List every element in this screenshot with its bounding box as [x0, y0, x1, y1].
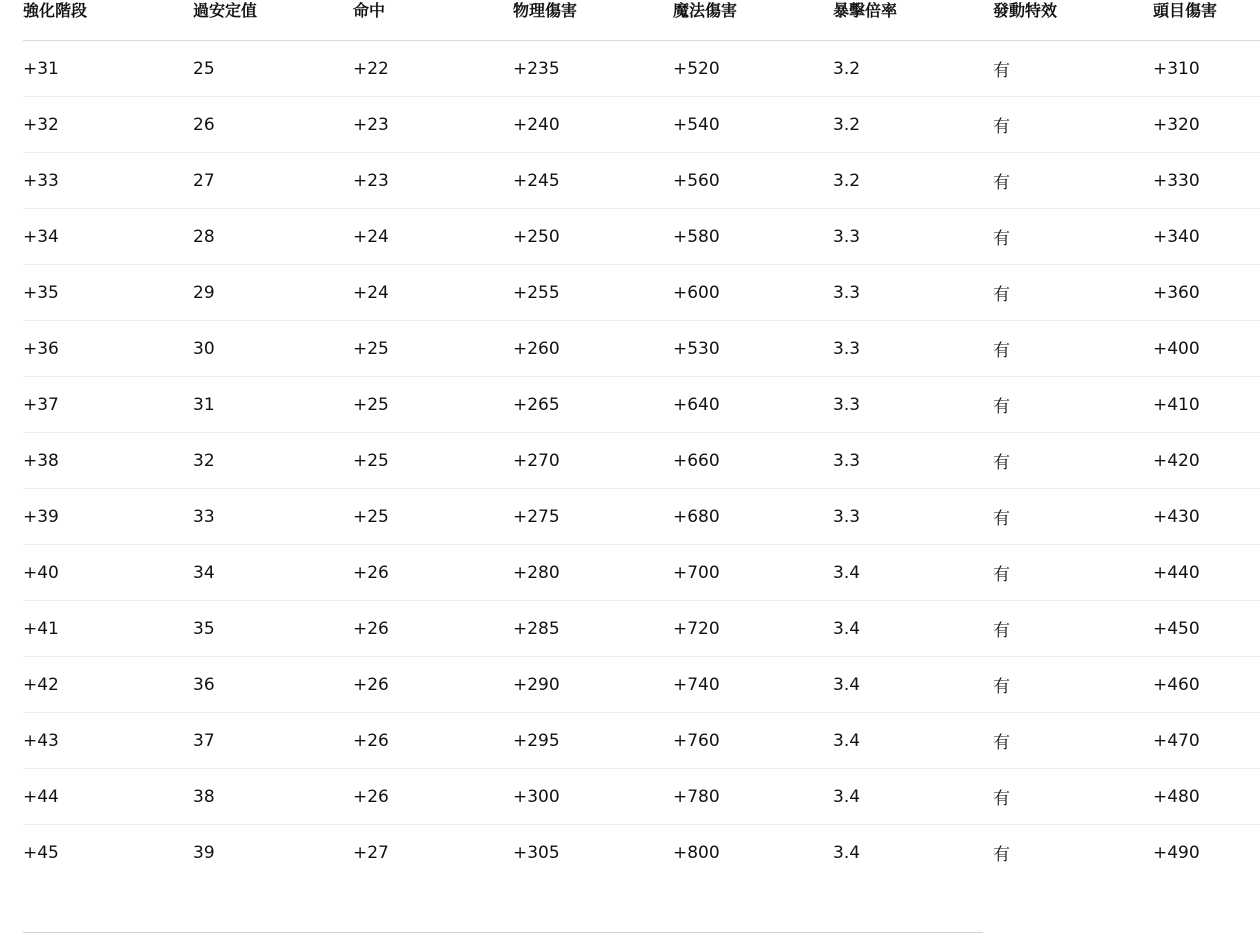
cell-crit-multiplier: 3.4: [833, 713, 993, 769]
cell-accuracy: +26: [353, 545, 513, 601]
cell-overstability: 26: [193, 97, 353, 153]
cell-physical-damage: +245: [513, 153, 673, 209]
table-row: [23, 489, 1260, 545]
header-label: 頭目傷害: [1153, 1, 1218, 20]
cell-physical-damage: +260: [513, 321, 673, 377]
cell-magic-damage: +520: [673, 41, 833, 97]
header-label: 物理傷害: [513, 1, 578, 20]
header-label: 強化階段: [23, 1, 88, 20]
table-row: [23, 377, 1260, 433]
cell-crit-multiplier: 3.2: [833, 97, 993, 153]
cell-crit-multiplier: 3.4: [833, 769, 993, 825]
cell-special-effect: 有: [993, 321, 1153, 377]
header-label: 命中: [353, 1, 386, 20]
cell-accuracy: +26: [353, 601, 513, 657]
header-row: [23, 0, 1260, 41]
cell-special-effect: 有: [993, 657, 1153, 713]
table-row: [23, 657, 1260, 713]
cell-crit-multiplier: 3.4: [833, 601, 993, 657]
cell-special-effect: 有: [993, 545, 1153, 601]
cell-overstability: 28: [193, 209, 353, 265]
cell-physical-damage: +250: [513, 209, 673, 265]
header-label: 魔法傷害: [673, 1, 738, 20]
table-row: [23, 769, 1260, 825]
cell-magic-damage: +660: [673, 433, 833, 489]
header-boss-damage: [1153, 0, 1260, 41]
cell-crit-multiplier: 3.3: [833, 321, 993, 377]
cell-boss-damage: +320: [1153, 97, 1260, 153]
cell-enhance-level: +31: [23, 41, 193, 97]
cell-crit-multiplier: 3.3: [833, 489, 993, 545]
cell-enhance-level: +35: [23, 265, 193, 321]
cell-boss-damage: +450: [1153, 601, 1260, 657]
cell-magic-damage: +530: [673, 321, 833, 377]
cell-physical-damage: +255: [513, 265, 673, 321]
header-overstability: [193, 0, 353, 41]
cell-accuracy: +26: [353, 657, 513, 713]
cell-overstability: 36: [193, 657, 353, 713]
cell-enhance-level: +45: [23, 842, 59, 863]
cell-enhance-level: +43: [23, 713, 193, 769]
cell-enhance-level: +34: [23, 209, 193, 265]
cell-crit-multiplier: 3.3: [833, 377, 993, 433]
cell-boss-damage: +410: [1153, 377, 1260, 433]
cell-enhance-level: +41: [23, 601, 193, 657]
table-body: [23, 41, 1260, 881]
header-crit-multiplier: [833, 0, 993, 41]
cell-enhance-level: +36: [23, 321, 193, 377]
cell-accuracy: +23: [353, 153, 513, 209]
table-row: [23, 825, 1260, 881]
cell-physical-damage: +275: [513, 489, 673, 545]
cell-magic-damage: +740: [673, 657, 833, 713]
cell-boss-damage: +330: [1153, 153, 1260, 209]
cell-magic-damage: +600: [673, 265, 833, 321]
cell-boss-damage: +310: [1153, 41, 1260, 97]
cell-overstability: 33: [193, 489, 353, 545]
cell-boss-damage: +440: [1153, 545, 1260, 601]
cell-accuracy: +22: [353, 41, 513, 97]
cell-enhance-level: +42: [23, 657, 193, 713]
cell-physical-damage: +270: [513, 433, 673, 489]
table-row: [23, 713, 1260, 769]
cell-accuracy: +25: [353, 377, 513, 433]
cell-enhance-level: +39: [23, 489, 193, 545]
cell-enhance-level: +40: [23, 545, 193, 601]
table-row: [23, 265, 1260, 321]
cell-enhance-level: +37: [23, 377, 193, 433]
cell-accuracy: +25: [353, 321, 513, 377]
cell-physical-damage: +240: [513, 97, 673, 153]
cell-enhance-level: +38: [23, 433, 193, 489]
cell-special-effect: 有: [993, 769, 1153, 825]
table-row: [23, 209, 1260, 265]
cell-overstability: 31: [193, 377, 353, 433]
cell-boss-damage: +430: [1153, 489, 1260, 545]
table-header: [23, 0, 1260, 41]
table-row: [23, 321, 1260, 377]
cell-physical-damage: +285: [513, 601, 673, 657]
cell-boss-damage: +400: [1153, 321, 1260, 377]
header-enhance-level: [23, 0, 193, 41]
cell-overstability: 25: [193, 41, 353, 97]
cell-overstability: 30: [193, 321, 353, 377]
header-magic-damage: [673, 0, 833, 41]
cell-special-effect: 有: [993, 265, 1153, 321]
cell-special-effect: 有: [993, 209, 1153, 265]
cell-overstability: 35: [193, 601, 353, 657]
cell-overstability: 34: [193, 545, 353, 601]
cell-accuracy: +24: [353, 209, 513, 265]
cell-special-effect: 有: [993, 377, 1153, 433]
cell-physical-damage: +300: [513, 769, 673, 825]
cell-special-effect: 有: [993, 601, 1153, 657]
header-label: 過安定值: [193, 1, 258, 20]
cell-overstability: 32: [193, 433, 353, 489]
cell-special-effect: 有: [993, 41, 1153, 97]
cell-accuracy: +25: [353, 433, 513, 489]
cell-accuracy: +23: [353, 97, 513, 153]
cell-enhance-level: +33: [23, 153, 193, 209]
cell-special-effect: 有: [993, 489, 1153, 545]
cell-boss-damage: +460: [1153, 657, 1260, 713]
header-accuracy: [353, 0, 513, 41]
cell-special-effect: 有: [993, 845, 1010, 865]
table-row: [23, 545, 1260, 601]
header-label: 暴擊倍率: [833, 1, 898, 20]
cell-boss-damage: +480: [1153, 769, 1260, 825]
cell-crit-multiplier: 3.3: [833, 265, 993, 321]
cell-boss-damage: +420: [1153, 433, 1260, 489]
cell-overstability: 39: [193, 842, 215, 863]
cell-crit-multiplier: 3.4: [833, 842, 861, 863]
cell-overstability: 37: [193, 713, 353, 769]
cell-boss-damage: +360: [1153, 265, 1260, 321]
cell-physical-damage: +265: [513, 377, 673, 433]
cell-crit-multiplier: 3.4: [833, 657, 993, 713]
upgrade-stats-table: [23, 0, 1260, 880]
cell-special-effect: 有: [993, 433, 1153, 489]
cell-special-effect: 有: [993, 713, 1153, 769]
table-row: [23, 433, 1260, 489]
cell-crit-multiplier: 3.2: [833, 153, 993, 209]
cell-boss-damage: +490: [1153, 842, 1200, 863]
cell-magic-damage: +780: [673, 769, 833, 825]
cell-accuracy: +25: [353, 489, 513, 545]
cell-overstability: 38: [193, 769, 353, 825]
cell-magic-damage: +560: [673, 153, 833, 209]
bottom-divider: [23, 932, 983, 933]
cell-enhance-level: +44: [23, 769, 193, 825]
cell-magic-damage: +580: [673, 209, 833, 265]
cell-boss-damage: +340: [1153, 209, 1260, 265]
cell-boss-damage: +470: [1153, 713, 1260, 769]
cell-magic-damage: +640: [673, 377, 833, 433]
cell-magic-damage: +540: [673, 97, 833, 153]
header-special-effect: [993, 0, 1153, 41]
cell-magic-damage: +680: [673, 489, 833, 545]
cell-physical-damage: +235: [513, 41, 673, 97]
cell-enhance-level: +32: [23, 97, 193, 153]
cell-accuracy: +27: [353, 842, 389, 863]
cell-physical-damage: +295: [513, 713, 673, 769]
cell-overstability: 29: [193, 265, 353, 321]
table-row: [23, 153, 1260, 209]
cell-physical-damage: +280: [513, 545, 673, 601]
header-physical-damage: [513, 0, 673, 41]
cell-physical-damage: +290: [513, 657, 673, 713]
cell-crit-multiplier: 3.2: [833, 41, 993, 97]
cell-accuracy: +26: [353, 769, 513, 825]
cell-magic-damage: +800: [673, 842, 720, 863]
cell-magic-damage: +700: [673, 545, 833, 601]
cell-accuracy: +24: [353, 265, 513, 321]
cell-magic-damage: +720: [673, 601, 833, 657]
cell-special-effect: 有: [993, 97, 1153, 153]
table-row: [23, 97, 1260, 153]
cell-crit-multiplier: 3.3: [833, 433, 993, 489]
table-row: [23, 601, 1260, 657]
cell-overstability: 27: [193, 153, 353, 209]
cell-special-effect: 有: [993, 153, 1153, 209]
table-row: [23, 41, 1260, 97]
header-label: 發動特效: [993, 1, 1058, 20]
cell-accuracy: +26: [353, 713, 513, 769]
cell-crit-multiplier: 3.4: [833, 545, 993, 601]
cell-crit-multiplier: 3.3: [833, 209, 993, 265]
cell-physical-damage: +305: [513, 842, 560, 863]
cell-magic-damage: +760: [673, 713, 833, 769]
